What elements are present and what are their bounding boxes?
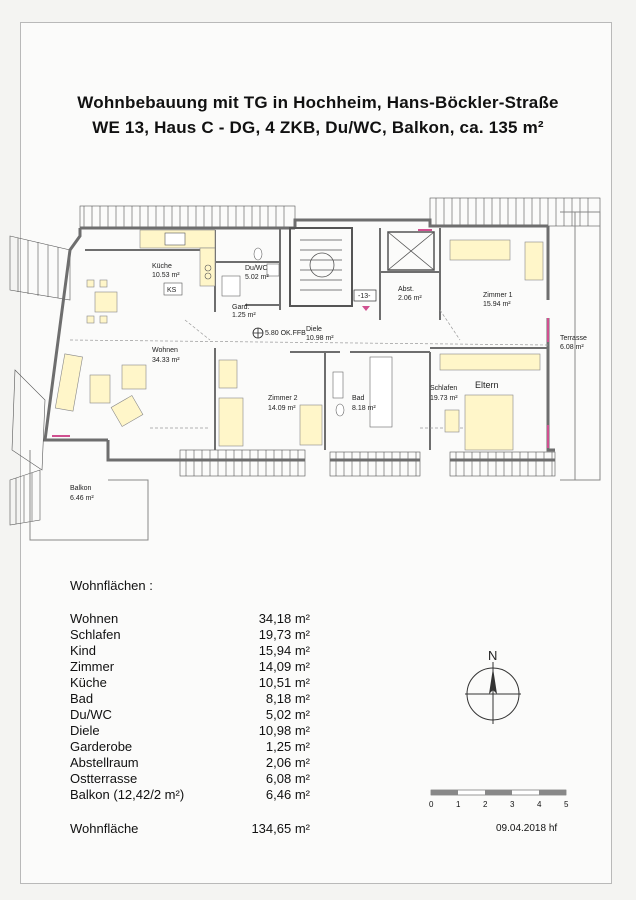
document-title-line1: Wohnbebauung mit TG in Hochheim, Hans-Böckler-Straße (77, 93, 559, 112)
room-zimmer2-area: 14.09 m² (268, 405, 296, 412)
area-row (70, 755, 310, 771)
area-row-value: 2,06 m² (265, 755, 310, 770)
elevator-shaft (388, 232, 434, 270)
floor-plan (0, 190, 636, 550)
area-row (70, 691, 310, 707)
roof-hatching-bottom (180, 450, 555, 476)
area-row-value: 14,09 m² (258, 659, 310, 674)
zimmer2-furniture (219, 360, 322, 446)
areas-heading: Wohnflächen : (70, 578, 153, 593)
ks-label: KS (167, 287, 177, 294)
area-row-name: Zimmer (70, 659, 115, 674)
zimmer1-furniture (450, 240, 543, 280)
scale-label: 4 (537, 800, 542, 809)
area-row-value: 34,18 m² (258, 611, 310, 626)
room-zimmer1-area: 15.94 m² (483, 301, 511, 308)
room-eltern-label: Eltern (475, 380, 499, 390)
schlafen-furniture (440, 354, 540, 450)
room-abst-area: 2.06 m² (398, 295, 422, 302)
area-row-name: Küche (70, 675, 107, 690)
area-row-value: 6,08 m² (265, 771, 310, 786)
total-area-value: 134,65 m² (251, 821, 310, 836)
area-row-value: 5,02 m² (265, 707, 310, 722)
room-schlafen-area: 19.73 m² (430, 395, 458, 402)
dining-table (87, 280, 117, 323)
area-row (70, 707, 310, 723)
bad-fixtures (333, 357, 392, 427)
area-row (70, 643, 310, 659)
room-diele-name: Diele (306, 326, 322, 333)
area-row (70, 675, 310, 691)
room-terrasse-name: Terrasse (560, 335, 587, 342)
total-area-name: Wohnfläche (70, 821, 139, 836)
area-row-name: Wohnen (70, 611, 119, 626)
room-zimmer1-name: Zimmer 1 (483, 292, 513, 299)
room-schlafen-name: Schlafen (430, 385, 458, 392)
scale-label: 2 (483, 800, 488, 809)
scale-label: 0 (429, 800, 434, 809)
roof-hatching-top (80, 198, 600, 228)
scale-bar (428, 788, 578, 802)
room-abst-name: Abst. (398, 286, 414, 293)
area-row (70, 627, 310, 643)
area-row (70, 611, 310, 627)
level-mark-label: 5.80 OK.FFB (265, 330, 306, 337)
area-row (70, 787, 310, 803)
area-row-value: 1,25 m² (265, 739, 310, 754)
stair-arrow-icon (362, 306, 370, 311)
area-row-value: 19,73 m² (258, 627, 310, 642)
scale-label: 1 (456, 800, 461, 809)
stairwell (290, 228, 352, 306)
area-row-value: 10,51 m² (258, 675, 310, 690)
area-row (70, 739, 310, 755)
area-row-value: 8,18 m² (265, 691, 310, 706)
area-row-name: Balkon (12,42/2 m²) (70, 787, 185, 802)
plan-date: 09.04.2018 hf (496, 823, 558, 834)
room-wohnen-name: Wohnen (152, 347, 178, 354)
room-bad-area: 8.18 m² (352, 405, 376, 412)
area-row-value: 10,98 m² (258, 723, 310, 738)
document-title-line2: WE 13, Haus C - DG, 4 ZKB, Du/WC, Balkon, ca. 135 m² (92, 118, 544, 137)
area-row-name: Abstellraum (70, 755, 139, 770)
area-row (70, 771, 310, 787)
stair-number: -13- (358, 293, 371, 300)
scale-label: 3 (510, 800, 515, 809)
room-gard-name: Gard. (232, 304, 250, 311)
area-row-name: Bad (70, 691, 94, 706)
room-diele-area: 10.98 m² (306, 335, 334, 342)
sofa-set (55, 354, 146, 427)
sink-icon (165, 233, 185, 245)
north-arrow-icon (460, 648, 530, 728)
room-gard-area: 1.25 m² (232, 312, 256, 319)
room-duwc-area: 5.02 m² (245, 274, 269, 281)
room-kueche-area: 10.53 m² (152, 272, 180, 279)
room-duwc-name: Du/WC (245, 265, 268, 272)
room-zimmer2-name: Zimmer 2 (268, 395, 298, 402)
room-balkon-name: Balkon (70, 485, 92, 492)
scale-label: 5 (564, 800, 569, 809)
area-row-name: Du/WC (70, 707, 112, 722)
area-row-name: Garderobe (70, 739, 133, 754)
duwc-fixtures (222, 248, 279, 296)
north-label: N (488, 648, 498, 663)
room-bad-name: Bad (352, 395, 365, 402)
area-row-name: Diele (70, 723, 100, 738)
area-row-name: Schlafen (70, 627, 121, 642)
area-row (70, 723, 310, 739)
room-balkon-area: 6.46 m² (70, 495, 94, 502)
area-row-name: Ostterrasse (70, 771, 138, 786)
area-row (70, 659, 310, 675)
area-row-value: 6,46 m² (265, 787, 310, 802)
room-wohnen-area: 34.33 m² (152, 357, 180, 364)
area-row-name: Kind (70, 643, 97, 658)
room-kueche-name: Küche (152, 263, 172, 270)
area-row-value: 15,94 m² (258, 643, 310, 658)
room-terrasse-area: 6.08 m² (560, 344, 584, 351)
